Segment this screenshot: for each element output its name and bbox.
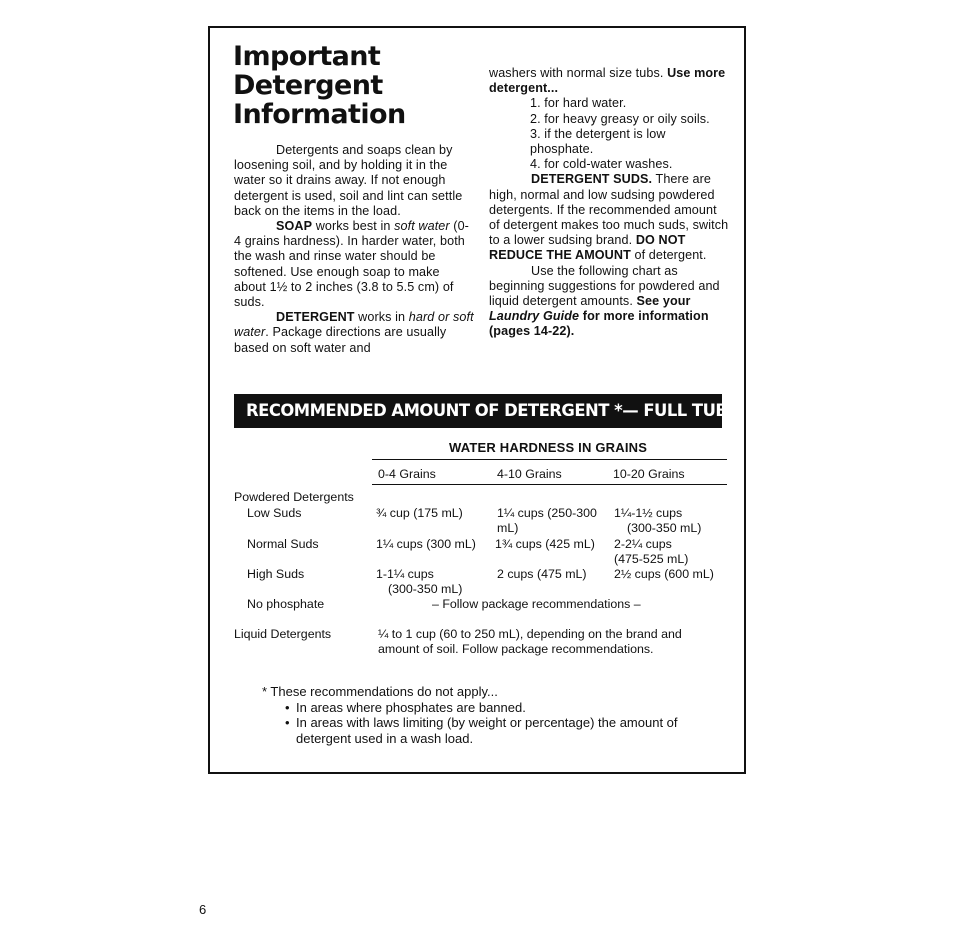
- page-number: 6: [199, 902, 207, 917]
- table-cell: 1¼-1½ cups: [614, 506, 683, 520]
- table-cell: mL): [497, 521, 519, 535]
- list-item: 3. if the detergent is low phosphate.: [530, 126, 666, 157]
- suds-warning: DO NOT REDUCE THE AMOUNT: [489, 233, 686, 263]
- soap-paragraph: [234, 219, 474, 310]
- table-cell: ¼ to 1 cup (60 to 250 mL), depending on the brand and: [378, 627, 682, 641]
- suds-paragraph: [489, 172, 729, 263]
- header-rule: [372, 459, 727, 460]
- detergent-paragraph: [234, 310, 474, 356]
- soap-text-b: (0-4 grains hardness). In harder water, both the wash and rinse water should be softened. Use enough soap to make about 1½ to 2 inches (3.8 to 5.5 cm) of suds.: [234, 219, 469, 310]
- intro-paragraph: Detergents and soaps clean by loosening soil, and by holding it in the water so it drains away. If not enough detergent is used, soil and lint can settle back on the items in the load.: [234, 143, 463, 218]
- table-cell: 1¼ cups (300 mL): [376, 537, 476, 551]
- page-title: [233, 42, 406, 129]
- table-cell: 1¾ cups (425 mL): [495, 537, 595, 551]
- liquid-label: Liquid Detergents: [234, 627, 332, 641]
- soap-text-a: works best in: [312, 219, 395, 234]
- footnote-list: [262, 700, 730, 747]
- column-rule: [372, 484, 727, 485]
- suds-end: of detergent.: [630, 248, 707, 263]
- suds-text: There are high, normal and low sudsing powdered detergents. If the recommended amount of detergent makes too much suds, switch to a lower sudsing brand.: [489, 172, 729, 248]
- row-label: Low Suds: [247, 506, 302, 520]
- left-column: [234, 143, 474, 356]
- guide-ref-c: for more information (pages 14-22).: [489, 309, 709, 339]
- powdered-label: Powdered Detergents: [234, 490, 354, 504]
- column-header: 0-4 Grains: [378, 467, 436, 481]
- table-banner: RECOMMENDED AMOUNT OF DETERGENT *— FULL TUB: [234, 394, 722, 428]
- footnotes: [262, 684, 730, 746]
- title-line-2: Detergent: [233, 70, 383, 101]
- bullet-icon: •: [285, 715, 290, 730]
- list-item: [284, 715, 730, 746]
- guide-ref-a: See your: [636, 294, 691, 309]
- table-cell: 2-2¼ cups: [614, 537, 672, 551]
- table-header: WATER HARDNESS IN GRAINS: [449, 440, 648, 455]
- suds-label: DETERGENT SUDS.: [531, 172, 653, 187]
- column-header: 4-10 Grains: [497, 467, 562, 481]
- bullet-text: In areas with laws limiting (by weight or percentage) the amount of detergent used in a wash load.: [296, 715, 678, 746]
- bullet-icon: •: [285, 699, 290, 715]
- table-cell: 2½ cups (600 mL): [614, 567, 714, 581]
- list-item: 2. for heavy greasy or oily soils.: [530, 111, 710, 126]
- detergent-italic: hard or soft water: [234, 310, 474, 340]
- footnote-intro: * These recommendations do not apply...: [262, 684, 498, 699]
- soap-label: SOAP: [276, 219, 313, 234]
- table-cell: (475-525 mL): [614, 552, 689, 566]
- more-detergent-paragraph: [489, 66, 729, 96]
- table-cell: (300-350 mL): [388, 582, 463, 596]
- detergent-text-a: works in: [354, 310, 409, 325]
- more-detergent-bold: Use more detergent...: [489, 66, 726, 96]
- list-item: [284, 700, 730, 716]
- title-line-3: Information: [233, 99, 406, 130]
- title-line-1: Important: [233, 41, 381, 72]
- bullet-text: In areas where phosphates are banned.: [296, 699, 526, 715]
- chart-intro-text: Use the following chart as beginning suggestions for powdered and liquid detergent amounts.: [489, 263, 720, 309]
- list-item: 4. for cold-water washes.: [530, 157, 673, 172]
- chart-intro-paragraph: [489, 264, 729, 340]
- table-cell: 1¼ cups (250-300: [497, 506, 597, 520]
- table-cell: 1-1¼ cups: [376, 567, 434, 581]
- table-cell: ¾ cup (175 mL): [376, 506, 463, 520]
- table-cell: 2 cups (475 mL): [497, 567, 587, 581]
- more-detergent-text: washers with normal size tubs.: [489, 66, 668, 80]
- row-label: No phosphate: [247, 597, 325, 611]
- list-item: 1. for hard water.: [530, 96, 627, 111]
- right-column: [489, 66, 729, 340]
- detergent-label: DETERGENT: [276, 310, 355, 325]
- row-label: High Suds: [247, 567, 305, 581]
- soap-italic: soft water: [394, 219, 450, 234]
- table-cell: – Follow package recommendations –: [432, 597, 641, 611]
- column-header: 10-20 Grains: [613, 467, 685, 481]
- guide-ref-title: Laundry Guide: [489, 309, 580, 324]
- row-label: Normal Suds: [247, 537, 319, 551]
- table-cell: amount of soil. Follow package recommendations.: [378, 642, 654, 656]
- detergent-text-b: . Package directions are usually based on soft water and: [234, 325, 447, 355]
- table-cell: (300-350 mL): [627, 521, 702, 535]
